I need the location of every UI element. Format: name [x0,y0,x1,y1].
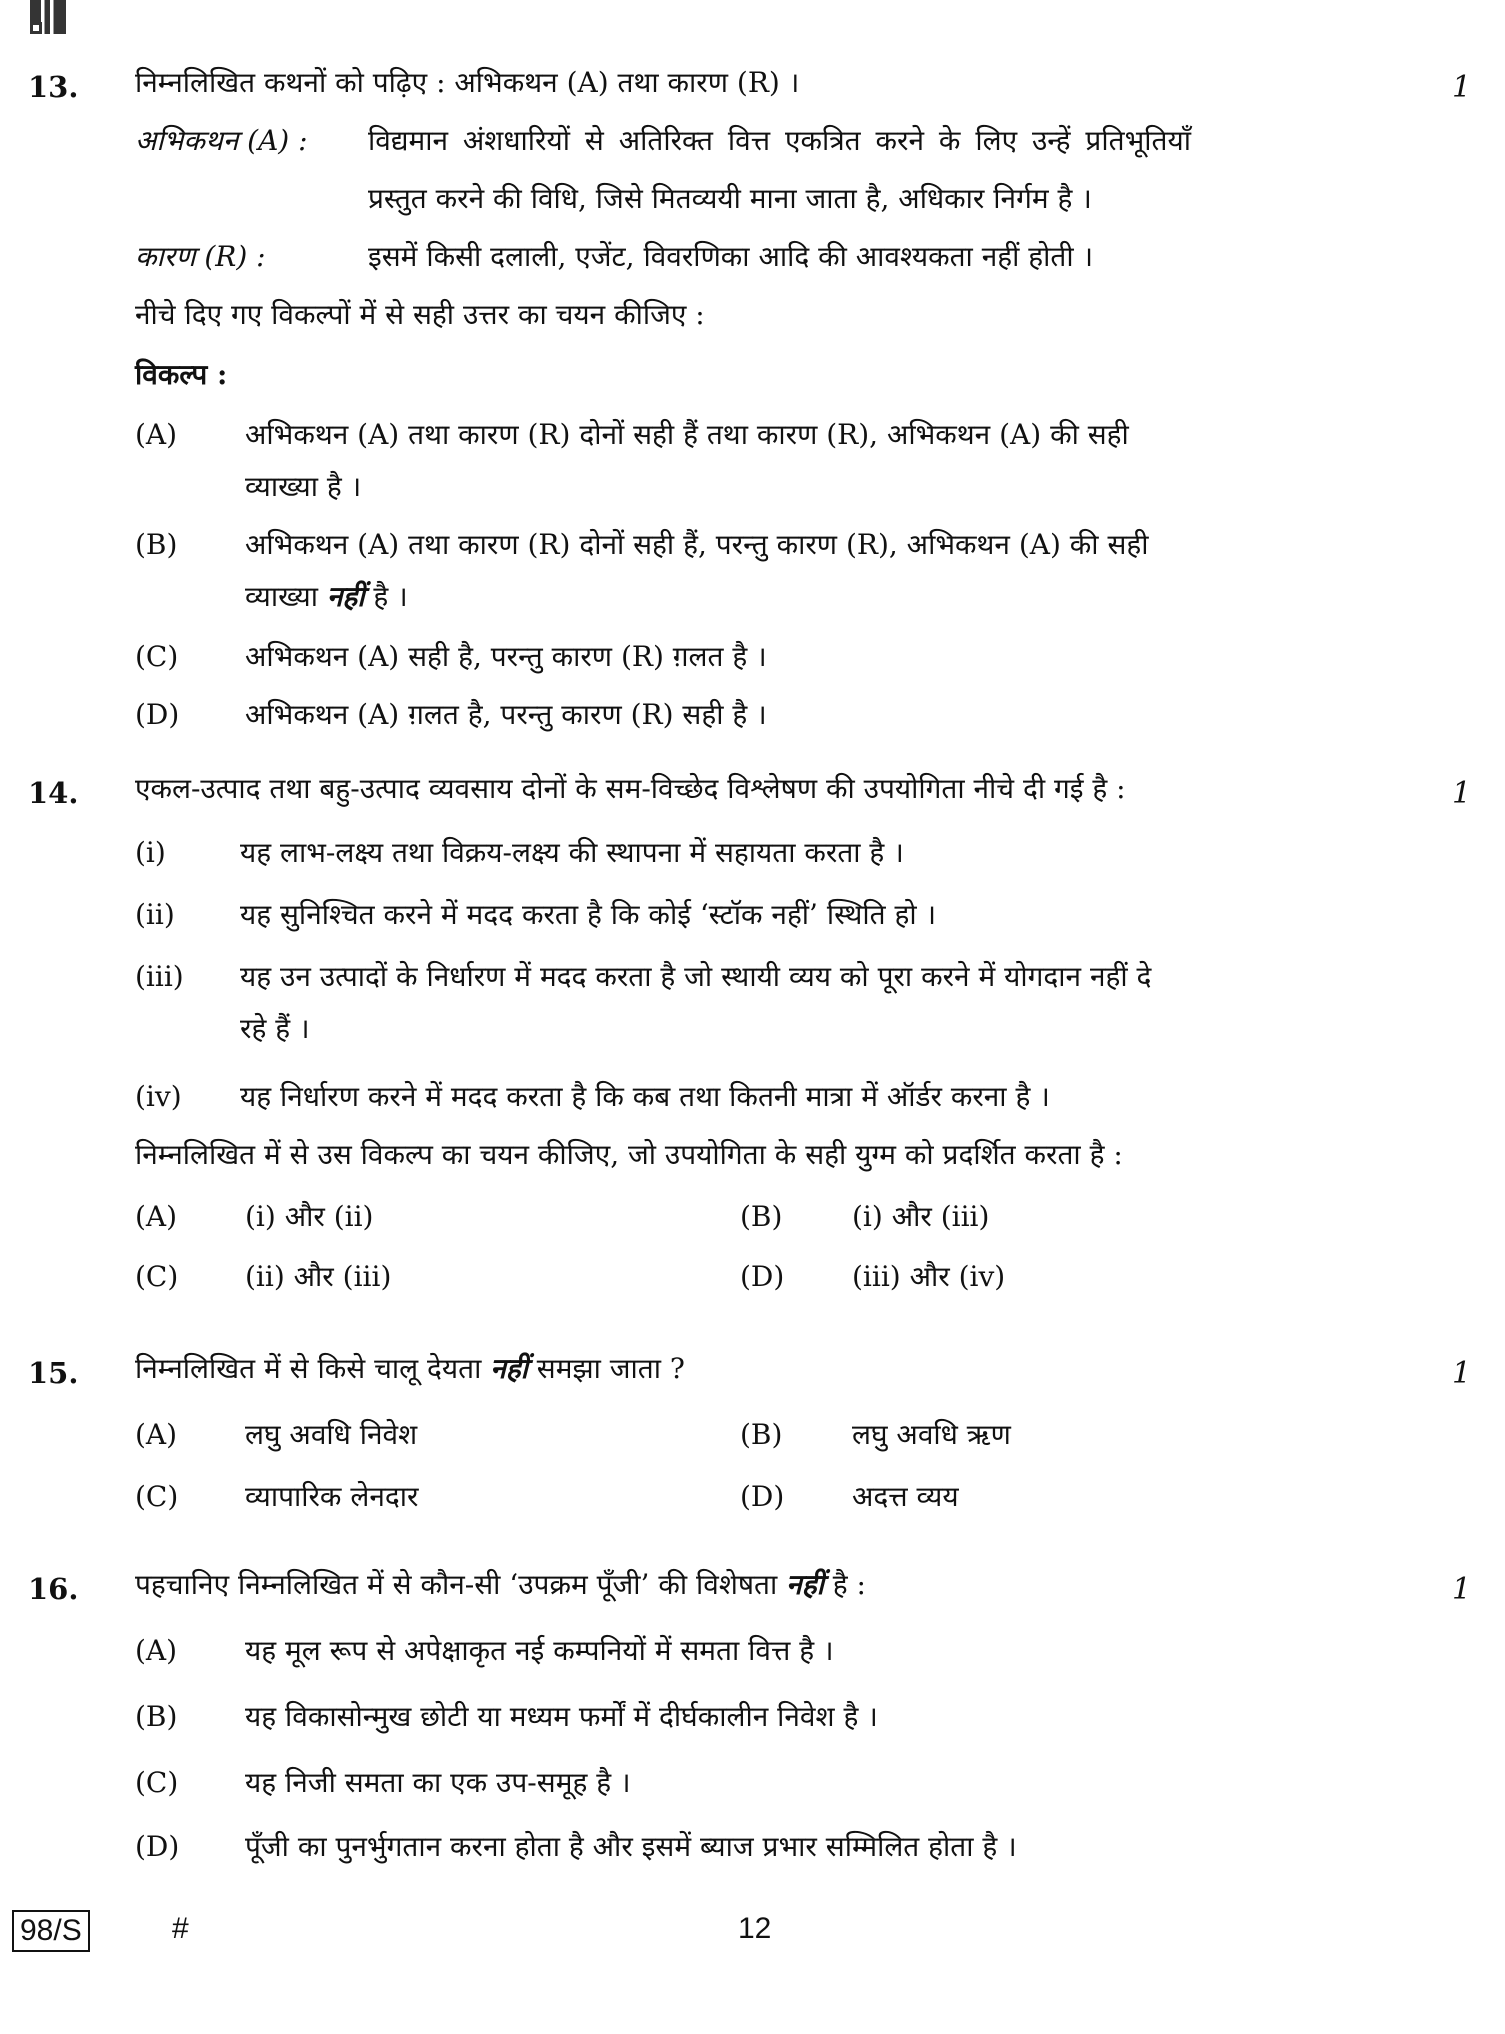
q15-stem-emphasis: नहीं [490,1352,528,1385]
q14-instruction: निम्नलिखित में से उस विकल्प का चयन कीजिए, जो उपयोगिता के सही युग्म को प्रदर्शित करता है : [135,1138,1123,1171]
q15-option-c-text: व्यापारिक लेनदार [245,1480,419,1513]
q14-option-c-label: (C) [135,1260,179,1293]
q14-option-c-text: (ii) और (iii) [245,1260,392,1293]
footer-hash: # [172,1912,189,1945]
q14-statement-ii-text: यह सुनिश्चित करने में मदद करता है कि कोई ‘स्टॉक नहीं’ स्थिति हो । [240,898,937,931]
q15-option-c-label: (C) [135,1480,179,1513]
q16-option-b-label: (B) [135,1700,178,1733]
q14-stem: एकल-उत्पाद तथा बहु-उत्पाद व्यवसाय दोनों के सम-विच्छेद विश्लेषण की उपयोगिता नीचे दी गई है : [135,772,1126,805]
q14-statement-ii-label: (ii) [135,898,175,931]
q13-marks: 1 [1452,70,1472,105]
q13-option-d-text: अभिकथन (A) ग़लत है, परन्तु कारण (R) सही है । [245,698,767,731]
qr-code-icon [30,0,66,34]
q16-option-b-text: यह विकासोन्मुख छोटी या मध्यम फर्मों में दीर्घकालीन निवेश है । [245,1700,878,1733]
q15-option-b-label: (B) [740,1418,783,1451]
q14-option-a-label: (A) [135,1200,178,1233]
q13-assertion-line2: प्रस्तुत करने की विधि, जिसे मितव्ययी माना जाता है, अधिकार निर्गम है । [368,182,1092,215]
q14-option-d-text: (iii) और (iv) [852,1260,1006,1293]
question-number-13: 13. [28,70,79,104]
question-number-15: 15. [28,1356,79,1390]
page-number: 12 [738,1912,772,1945]
q15-option-a-text: लघु अवधि निवेश [245,1418,418,1451]
q16-option-c-text: यह निजी समता का एक उप-समूह है । [245,1766,631,1799]
q13-option-b-line1: अभिकथन (A) तथा कारण (R) दोनों सही हैं, परन्तु कारण (R), अभिकथन (A) की सही [245,528,1149,561]
q14-statement-i-text: यह लाभ-लक्ष्य तथा विक्रय-लक्ष्य की स्थापना में सहायता करता है । [240,836,904,869]
question-number-16: 16. [28,1572,79,1606]
q13-option-a-label: (A) [135,418,178,451]
q13-assertion-label: अभिकथन (A) : [135,124,308,157]
q14-statement-iv-text: यह निर्धारण करने में मदद करता है कि कब तथा कितनी मात्रा में ऑर्डर करना है । [240,1080,1050,1113]
q14-statement-iv-label: (iv) [135,1080,182,1113]
q13-option-b-emphasis: नहीं [326,580,365,613]
q15-option-d-text: अदत्त व्यय [852,1480,959,1513]
q13-stem: निम्नलिखित कथनों को पढ़िए : अभिकथन (A) तथा कारण (R) । [135,66,800,99]
q14-option-b-label: (B) [740,1200,783,1233]
q13-option-b-line2-post: है । [364,580,408,613]
q13-assertion-line1: विद्यमान अंशधारियों से अतिरिक्त वित्त एकत्रित करने के लिए उन्हें प्रतिभूतियाँ [368,124,1191,157]
q13-reason-text: इसमें किसी दलाली, एजेंट, विवरणिका आदि की आवश्यकता नहीं होती । [368,240,1094,273]
q13-option-a-line1: अभिकथन (A) तथा कारण (R) दोनों सही हैं तथा कारण (R), अभिकथन (A) की सही [245,418,1129,451]
q13-option-d-label: (D) [135,698,180,731]
q14-statement-i-label: (i) [135,836,166,869]
q13-option-a-line2: व्याख्या है । [245,470,362,503]
q16-stem [135,1568,866,1602]
q14-statement-iii-line1: यह उन उत्पादों के निर्धारण में मदद करता है जो स्थायी व्यय को पूरा करने में योगदान नहीं दे [240,960,1152,993]
q14-option-a-text: (i) और (ii) [245,1200,374,1233]
q13-option-c-text: अभिकथन (A) सही है, परन्तु कारण (R) ग़लत है । [245,640,767,673]
q16-option-c-label: (C) [135,1766,179,1799]
q15-option-b-text: लघु अवधि ऋण [852,1418,1011,1451]
q16-option-d-label: (D) [135,1830,180,1863]
q15-marks: 1 [1452,1356,1472,1391]
q15-stem-post: समझा जाता ? [527,1352,685,1385]
q16-marks: 1 [1452,1572,1472,1607]
q16-option-a-text: यह मूल रूप से अपेक्षाकृत नई कम्पनियों में समता वित्त है । [245,1634,834,1667]
q14-option-b-text: (i) और (iii) [852,1200,990,1233]
q15-stem-pre: निम्नलिखित में से किसे चालू देयता [135,1352,491,1385]
q15-option-d-label: (D) [740,1480,785,1513]
q13-option-b-label: (B) [135,528,178,561]
q15-option-a-label: (A) [135,1418,178,1451]
q13-option-b-line2 [245,580,408,614]
q16-option-a-label: (A) [135,1634,178,1667]
q14-marks: 1 [1452,776,1472,811]
q13-option-b-line2-pre: व्याख्या [245,580,327,613]
q16-stem-emphasis: नहीं [786,1568,824,1601]
question-number-14: 14. [28,776,79,810]
q13-option-c-label: (C) [135,640,179,673]
q15-stem [135,1352,685,1386]
paper-code-box: 98/S [12,1910,90,1952]
q16-stem-pre: पहचानिए निम्नलिखित में से कौन-सी ‘उपक्रम पूँजी’ की विशेषता [135,1568,787,1601]
q13-reason-label: कारण (R) : [135,240,266,273]
q16-stem-post: है : [823,1568,866,1601]
q16-option-d-text: पूँजी का पुनर्भुगतान करना होता है और इसमें ब्याज प्रभार सम्मिलित होता है । [245,1830,1017,1863]
q14-statement-iii-line2: रहे हैं । [240,1012,310,1045]
q13-options-heading: विकल्प : [135,358,228,391]
q13-instruction: नीचे दिए गए विकल्पों में से सही उत्तर का चयन कीजिए : [135,298,705,331]
q14-statement-iii-label: (iii) [135,960,184,993]
q14-option-d-label: (D) [740,1260,785,1293]
